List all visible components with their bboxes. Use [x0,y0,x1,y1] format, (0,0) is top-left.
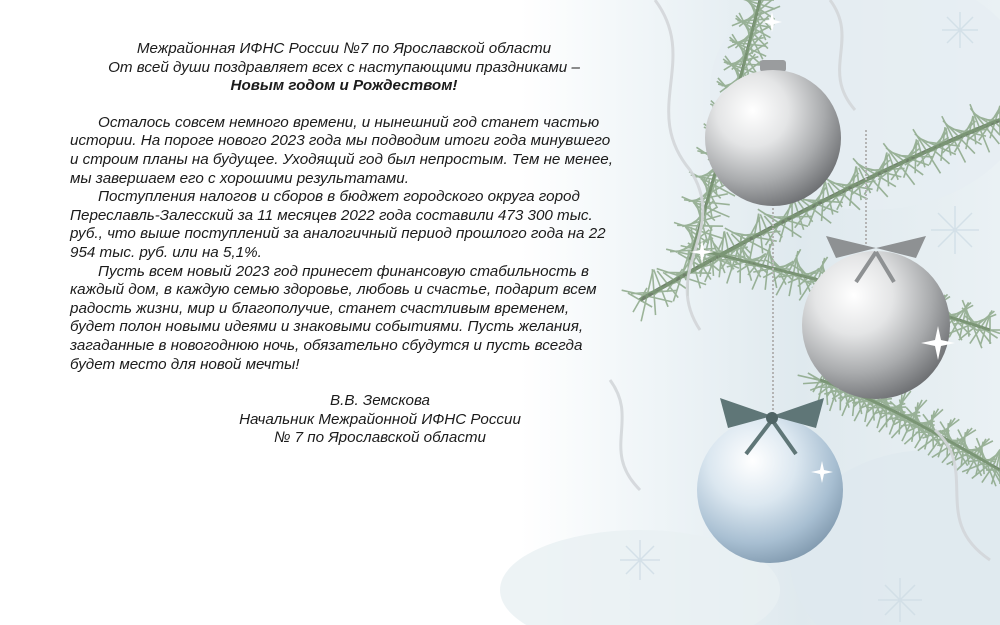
signature-block [180,392,580,448]
header-greeting: От всей души поздравляет всех с наступающими праздниками – [108,58,580,76]
paragraph-wishes: Пусть всем новый 2023 год принесет финансовую стабильность в каждый дом, в каждую семью здоровье, любовь и счастье, подарит всем радость жизни, мир и благополучие, станет счастливым временем, будет полон новыми идеями и знаковыми событиями. Пусть желания, загаданные в новогоднюю ночь, обязательно сбудутся и пусть всегда будет место для новой мечты! [70,262,597,373]
signatory-name: В.В. Земскова [329,392,430,410]
paragraph-tax-revenue: Поступления налогов и сборов в бюджет городского округа город Переславль-Залесский за 11 месяцев 2022 года составили 473 300 тыс. руб., что выше поступлений за аналогичный период прошлого года на 22 954 тыс. руб. или на 5,1%. [70,188,606,261]
header-organization: Межрайонная ИФНС России №7 по Ярославской области [136,40,552,57]
greeting-letter [70,40,618,448]
signatory-office: № 7 по Ярославской области [273,429,487,447]
header-holidays: Новым годом и Рождеством! [230,77,458,95]
pale-blue-ornament-icon [697,417,843,563]
letter-header [70,40,618,96]
paragraph-intro: Осталось совсем немного времени, и нынешний год станет частью истории. На пороге нового 2023 года мы подводим итоги года минувшего и строим планы на будущее. Уходящий год был непростым. Тем не менее, мы завершаем его с хорошими результатами. [70,113,613,187]
signatory-position: Начальник Межрайонной ИФНС России [239,410,521,428]
